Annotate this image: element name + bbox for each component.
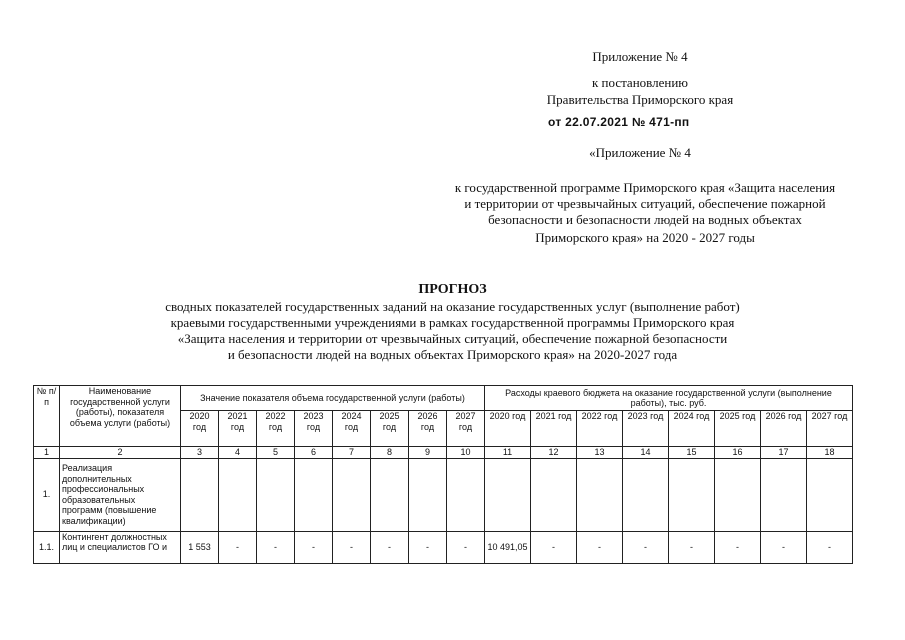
year-header: 2020 год	[181, 411, 219, 447]
expense-cell	[761, 458, 807, 531]
column-number: 7	[333, 447, 371, 459]
column-number: 4	[219, 447, 257, 459]
volume-cell	[219, 458, 257, 531]
year-header: 2021 год	[531, 411, 577, 447]
volume-cell	[447, 458, 485, 531]
government-label: Правительства Приморского края	[546, 92, 734, 107]
expense-cell	[715, 458, 761, 531]
year-header: 2025 год	[715, 411, 761, 447]
column-number: 10	[447, 447, 485, 459]
volume-cell: -	[333, 531, 371, 563]
resolution-date-number: от 22.07.2021 № 471-пп	[548, 115, 690, 129]
header-num: № п/п	[34, 386, 60, 447]
program-ref-line-4: Приморского края» на 2020 - 2027 годы	[535, 230, 755, 245]
volume-cell	[333, 458, 371, 531]
expense-cell	[623, 458, 669, 531]
expense-cell: -	[715, 531, 761, 563]
appendix-label: Приложение № 4	[592, 49, 688, 64]
column-number: 16	[715, 447, 761, 459]
volume-cell: -	[371, 531, 409, 563]
column-number: 13	[577, 447, 623, 459]
document-title: ПРОГНОЗ	[418, 282, 487, 297]
volume-cell	[257, 458, 295, 531]
sub-appendix-label: «Приложение № 4	[589, 145, 691, 160]
expense-cell: -	[531, 531, 577, 563]
expense-cell	[485, 458, 531, 531]
table-row	[34, 531, 853, 563]
volume-cell: -	[219, 531, 257, 563]
year-header: 2022 год	[257, 411, 295, 447]
expense-cell: -	[623, 531, 669, 563]
row-num: 1.	[34, 458, 60, 531]
column-number: 18	[807, 447, 853, 459]
expense-cell: -	[577, 531, 623, 563]
expense-cell	[531, 458, 577, 531]
volume-cell	[295, 458, 333, 531]
volume-cell: -	[447, 531, 485, 563]
volume-cell	[409, 458, 447, 531]
resolution-label: к постановлению	[591, 75, 689, 90]
expense-cell: -	[761, 531, 807, 563]
year-header: 2026 год	[761, 411, 807, 447]
volume-cell: -	[295, 531, 333, 563]
program-ref-line-2: и территории от чрезвычайных ситуаций, обеспечение пожарной	[464, 196, 826, 211]
year-header: 2024 год	[669, 411, 715, 447]
volume-cell: 1 553	[181, 531, 219, 563]
column-number: 8	[371, 447, 409, 459]
column-number: 3	[181, 447, 219, 459]
row-name: Реализация дополнительных профессиональных образовательных программ (повышение квалификации)	[60, 458, 181, 531]
year-header: 2027 год	[447, 411, 485, 447]
forecast-table	[33, 385, 853, 564]
column-number: 11	[485, 447, 531, 459]
year-header: 2023 год	[295, 411, 333, 447]
table-row	[34, 458, 853, 531]
expense-cell	[807, 458, 853, 531]
program-ref-line-3: безопасности и безопасности людей на водных объектах	[488, 212, 802, 227]
title-line-4: и безопасности людей на водных объектах Приморского края» на 2020-2027 года	[227, 347, 678, 362]
year-header: 2023 год	[623, 411, 669, 447]
program-ref-line-1: к государственной программе Приморского края «Защита населения	[454, 180, 836, 195]
title-line-2: краевыми государственными учреждениями в рамках государственной программы Приморского края	[170, 315, 735, 330]
volume-cell	[181, 458, 219, 531]
row-name: Контингент должностных лиц и специалистов ГО и	[60, 531, 181, 563]
column-number: 2	[60, 447, 181, 459]
expense-cell: -	[669, 531, 715, 563]
title-line-3: «Защита населения и территории от чрезвычайных ситуаций, обеспечение пожарной безопасности	[177, 331, 728, 346]
year-header: 2022 год	[577, 411, 623, 447]
column-number: 17	[761, 447, 807, 459]
volume-cell: -	[409, 531, 447, 563]
expense-cell	[669, 458, 715, 531]
column-number: 12	[531, 447, 577, 459]
column-number: 14	[623, 447, 669, 459]
volume-cell: -	[257, 531, 295, 563]
year-header: 2026 год	[409, 411, 447, 447]
volume-cell	[371, 458, 409, 531]
column-number: 5	[257, 447, 295, 459]
row-num: 1.1.	[34, 531, 60, 563]
expense-cell: -	[807, 531, 853, 563]
header-expenses: Расходы краевого бюджета на оказание государственной услуги (выполнение работы), тыс. руб.	[485, 386, 853, 411]
header-volume: Значение показателя объема государственной услуги (работы)	[181, 386, 485, 411]
year-header: 2020 год	[485, 411, 531, 447]
column-number: 15	[669, 447, 715, 459]
expense-cell: 10 491,05	[485, 531, 531, 563]
title-line-1: сводных показателей государственных заданий на оказание государственных услуг (выполнение работ)	[165, 299, 740, 314]
column-number: 9	[409, 447, 447, 459]
year-header: 2025 год	[371, 411, 409, 447]
header-name: Наименование государственной услуги (работы), показателя объема услуги (работы)	[60, 386, 181, 447]
column-number: 1	[34, 447, 60, 459]
expense-cell	[577, 458, 623, 531]
year-header: 2024 год	[333, 411, 371, 447]
year-header: 2021 год	[219, 411, 257, 447]
year-header: 2027 год	[807, 411, 853, 447]
column-number: 6	[295, 447, 333, 459]
